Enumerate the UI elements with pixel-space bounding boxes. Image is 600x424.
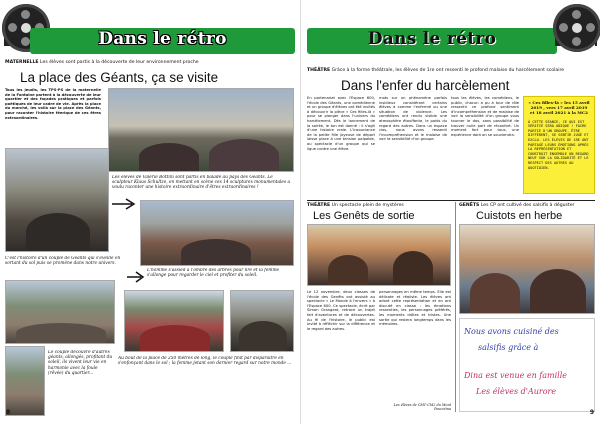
intro-text: Tous les jeudis, les TPS-PS de la maternelle de la Fontaine partent à la découverte de leur quartier et des façades pratiques et parfois poétiques de leur cadre de vie. Après la place du marché, les voilà sur la place des Géants, pour raconter l'histoire féerique de ces êtres extraordinaires. — [5, 88, 101, 120]
photo-giant-sitting — [140, 200, 294, 266]
right-page — [300, 0, 600, 424]
kicker — [459, 203, 574, 209]
column-separator — [455, 202, 456, 412]
kicker-text: Grâce à la forme théâtrale, les élèves de 1re ont ressenti le profond malaise du harcèlement scolaire — [331, 68, 565, 73]
photo-children-square — [108, 88, 294, 172]
photo-children-giant — [124, 290, 224, 352]
banner-title: Dans le rétro — [367, 29, 497, 49]
caption-3: L'homme s'assied à l'ombre des arbres pour lire et la femme s'allonge pour regarder le ciel et profiter du soleil. — [147, 268, 280, 279]
photo-giant-statue — [5, 148, 109, 252]
photo-giant-head — [230, 290, 294, 352]
info-box-title: « Ces filles-là » les 15 avril 2019 , vers 17 avril 2019 et 18 avril 2021 à la MC2 — [528, 100, 590, 116]
article-col-1: En partenariat avec l'Espace 600, l'école des Géants, une comédienne et un groupe d'élèves ont été invités à découvrir la pièce « Ces filles-là » pour se plonger dans l'univers du harcèlement. Dès le lancement de la soirée, le ton est donné : il s'agit d'une histoire vraie. L'insouciance de la petite fille joyeuse de départ laisse place à une tension palpable, au spectacle d'un groupe qui se ligue contre une élève. — [307, 96, 375, 151]
page-number: 8 — [6, 409, 11, 416]
genets-signature: Les élèves de CM1-CM2 du Mont Poucetina — [393, 403, 451, 412]
handwritten-line-3: Dina est venue en famille — [464, 371, 568, 380]
caption-5: Au bout de la place de 250 mètres de long, le couple finit par disparaître en s'enfonçant dans le sol ; la femme jetant son dernier regard sur notre monde ... — [118, 356, 292, 367]
caption-1: Les élèves de Valérie Bottini sont partis en balade au pays des Géants. Le sculpteur Klaus Schultze, en mettant en scène ces 14 sculptures monumentales a voulu raconter une histoire extraordinaire d'êtres extraordinaires ! — [112, 175, 291, 191]
banner-title: Dans le rétro — [98, 29, 227, 49]
section-divider — [307, 200, 595, 201]
kicker-text: Les élèves sont partis à la découverte de leur environnement proche — [40, 60, 199, 65]
section-banner — [307, 28, 557, 54]
info-box-text: À CETTE SÉANCE, CE QUI EST VÉRIFIÉ SERA UNIQUE ! FAIRE PARTIE D'UN GROUPE. ÊTRE DIFFÉRENT, SE SENTIR JUGÉ ET EXCLU. LES ÉLÈVES DE 1RE ONT PARTAGÉ LEURS ÉMOTIONS APRÈS LA REPRÉSENTATION ET CONSTRUIT ENSEMBLE UN REGARD NEUF SUR LA SOLIDARITÉ ET LE RESPECT DES AUTRES AU QUOTIDIEN. — [528, 119, 589, 170]
arrow-icon — [110, 197, 140, 211]
genets-col-1: Le 12 novembre, deux classes de l'école des Genêts ont assisté au spectacle « Le Monde à l'envers » à l'Espace 600. Ce spectacle, écrit par Simon Grangeat, retrace un trajet fait d'aventures et de découvertes. Au fil de l'histoire, le public est invité à réfléchir sur la différence et le regard des autres. — [307, 290, 375, 331]
info-box — [523, 96, 595, 194]
kicker — [307, 68, 564, 74]
handwritten-line-2: salsifis grâce à — [478, 343, 539, 352]
article-col-2: mots sur un phénomène parfois insidieux considérant certains élèves à comme l'enfermé ou une situation de violence. Les comédiens ont rendu visible une atmosphère étouffante, le poids du regard des autres. Dans un espace clos, nous avons ressenti l'incompréhension et le malaise de voir la sensibilité d'un groupe. — [379, 96, 447, 142]
photo-children-cooking — [459, 224, 595, 314]
photo-buildings — [5, 280, 115, 344]
section-banner — [30, 28, 295, 54]
kicker-tag: THÉÂTRE — [307, 68, 331, 73]
kicker-tag: GENÊTS — [459, 203, 480, 208]
kicker-text: Les CP ont cultivé des salsifis à déguster — [480, 203, 575, 208]
handwritten-line-4: Les élèves d'Aurore — [476, 387, 557, 396]
caption-2: C'est l'histoire d'un couple de Géants qui s'éveille en sortant du sol puis se promène dans notre univers. — [5, 256, 121, 267]
film-reel-icon — [553, 4, 600, 52]
kicker-tag: THÉÂTRE — [307, 203, 331, 208]
kicker — [5, 60, 199, 66]
handwritten-note — [459, 318, 595, 412]
handwritten-line-1: Nous avons cuisiné des — [464, 327, 559, 336]
arrow-icon — [125, 270, 147, 284]
photo-giant-lying — [5, 346, 45, 416]
page-number: 9 — [589, 409, 594, 416]
page-headline: Dans l'enfer du harcèlement — [341, 78, 510, 93]
section-headline: Cuistots en herbe — [476, 210, 563, 222]
section-headline: Les Genêts de sortie — [313, 210, 415, 222]
photo-theatre-stage — [307, 224, 451, 286]
kicker-tag: MATERNELLE — [5, 60, 39, 65]
kicker — [307, 203, 404, 209]
caption-4: Le couple découvre d'autres géants, allongés, profitant du soleil, ils vivent leur vie en harmonie avec la foule (rêvée) du quartier... — [48, 350, 113, 376]
article-col-3: tous les élèves, les comédiens, le public, chacun a pu à tour de rôle ressentir ce profond sentiment d'incompréhension et de malaise de voir la sensibilité d'un groupe vous tourner le dos, sans possibilité de trouver nulle part de réconfort. Un moment fort pour tous, une expérience dont on se souviendra. — [451, 96, 519, 137]
kicker-text: Un spectacle plein de mystères — [331, 203, 404, 208]
genets-col-2: personnages en même temps. Elle est délicate et réaliste. Les élèves ont adoré cette représentation et en ont discuté en classe : les émotions ressenties, les personnages préférés, les moments drôles et tristes. Une sortie qui restera longtemps dans les mémoires. — [379, 290, 451, 327]
page-headline: La place des Géants, ça se visite — [20, 70, 219, 85]
